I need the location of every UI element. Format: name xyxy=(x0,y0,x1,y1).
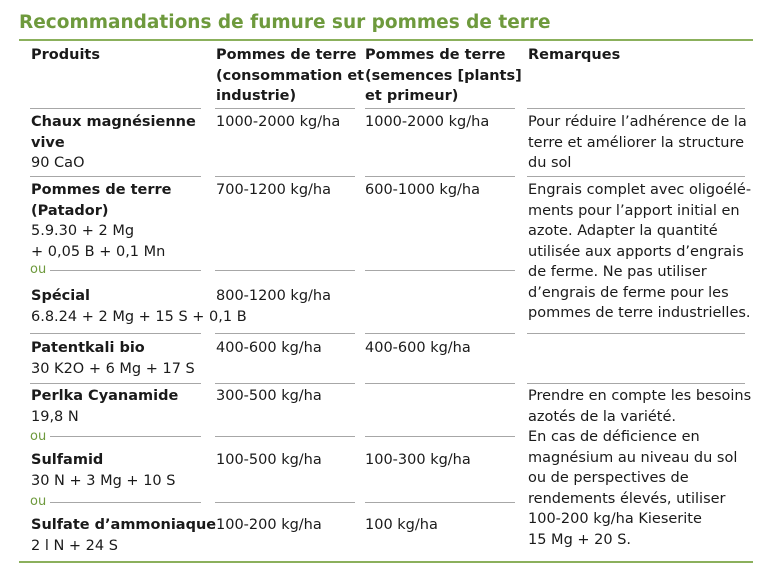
row-rule xyxy=(30,176,201,177)
header-rule-col3 xyxy=(365,108,515,109)
header-remarks: Remarques xyxy=(528,47,621,63)
row-rule xyxy=(527,383,745,384)
bottom-rule xyxy=(19,561,753,563)
dose-semences-sulfamid: 100-300 kg/ha xyxy=(365,452,471,468)
row-rule xyxy=(365,333,515,334)
row-rule xyxy=(50,436,201,437)
row-rule xyxy=(365,502,515,503)
row-rule xyxy=(215,502,355,503)
dose-conso-special: 800-1200 kg/ha xyxy=(216,288,331,304)
header-consumption: Pommes de terre (consommation et industrie) xyxy=(216,47,365,104)
product-chaux: Chaux magnésienne vive 90 CaO xyxy=(31,114,196,171)
product-special: Spécial 6.8.24 + 2 Mg + 15 S + 0,1 B xyxy=(31,288,247,325)
header-seeds: Pommes de terre (semences [plants] et primeur) xyxy=(365,47,522,104)
product-sulfamid: Sulfamid 30 N + 3 Mg + 10 S xyxy=(31,452,176,489)
header-rule-col1 xyxy=(30,108,201,109)
dose-semences-patador: 600-1000 kg/ha xyxy=(365,182,480,198)
row-rule xyxy=(215,176,355,177)
row-rule xyxy=(215,270,355,271)
row-rule xyxy=(365,176,515,177)
or-label: ou xyxy=(30,262,47,277)
header-products: Produits xyxy=(31,47,100,63)
row-rule xyxy=(365,383,515,384)
dose-conso-sulfamid: 100-500 kg/ha xyxy=(216,452,322,468)
row-rule xyxy=(527,333,745,334)
row-rule xyxy=(215,436,355,437)
row-rule xyxy=(30,333,201,334)
row-rule xyxy=(50,502,201,503)
dose-semences-chaux: 1000-2000 kg/ha xyxy=(365,114,490,130)
dose-conso-chaux: 1000-2000 kg/ha xyxy=(216,114,341,130)
remark-engrais: Engrais complet avec oligoélé- ments pour l’apport initial en azote. Adapter la quantité utilisée aux apports d’engrais de ferme. Ne pas utiliser d’engrais de ferme pour les pommes de terre industrielles. xyxy=(528,182,752,321)
remark-azote: Prendre en compte les besoins azotés de la variété. En cas de déficience en magnésium au niveau du sol ou de perspectives de rendements élevés, utiliser 100-200 kg/ha Kieserite 15 Mg + 20 S. xyxy=(528,388,752,548)
title-rule xyxy=(19,39,753,41)
dose-conso-patentkali: 400-600 kg/ha xyxy=(216,340,322,356)
product-sulfate: Sulfate d’ammoniaque 2 l N + 24 S xyxy=(31,517,217,554)
dose-semences-sulfate: 100 kg/ha xyxy=(365,517,438,533)
product-patentkali: Patentkali bio 30 K2O + 6 Mg + 17 S xyxy=(31,340,195,377)
header-rule-col2 xyxy=(215,108,355,109)
dose-conso-patador: 700-1200 kg/ha xyxy=(216,182,331,198)
row-rule xyxy=(365,436,515,437)
or-label: ou xyxy=(30,494,47,509)
row-rule xyxy=(30,383,201,384)
product-perlka: Perlka Cyanamide 19,8 N xyxy=(31,388,179,425)
row-rule xyxy=(215,383,355,384)
dose-semences-patentkali: 400-600 kg/ha xyxy=(365,340,471,356)
dose-conso-perlka: 300-500 kg/ha xyxy=(216,388,322,404)
table-title: Recommandations de fumure sur pommes de terre xyxy=(19,12,551,33)
row-rule xyxy=(50,270,201,271)
row-rule xyxy=(215,333,355,334)
row-rule xyxy=(365,270,515,271)
or-label: ou xyxy=(30,429,47,444)
row-rule xyxy=(527,176,745,177)
product-patador: Pommes de terre (Patador) 5.9.30 + 2 Mg + 0,05 B + 0,1 Mn xyxy=(31,182,172,260)
remark-chaux: Pour réduire l’adhérence de la terre et améliorer la structure du sol xyxy=(528,114,747,171)
header-rule-col4 xyxy=(527,108,745,109)
dose-conso-sulfate: 100-200 kg/ha xyxy=(216,517,322,533)
